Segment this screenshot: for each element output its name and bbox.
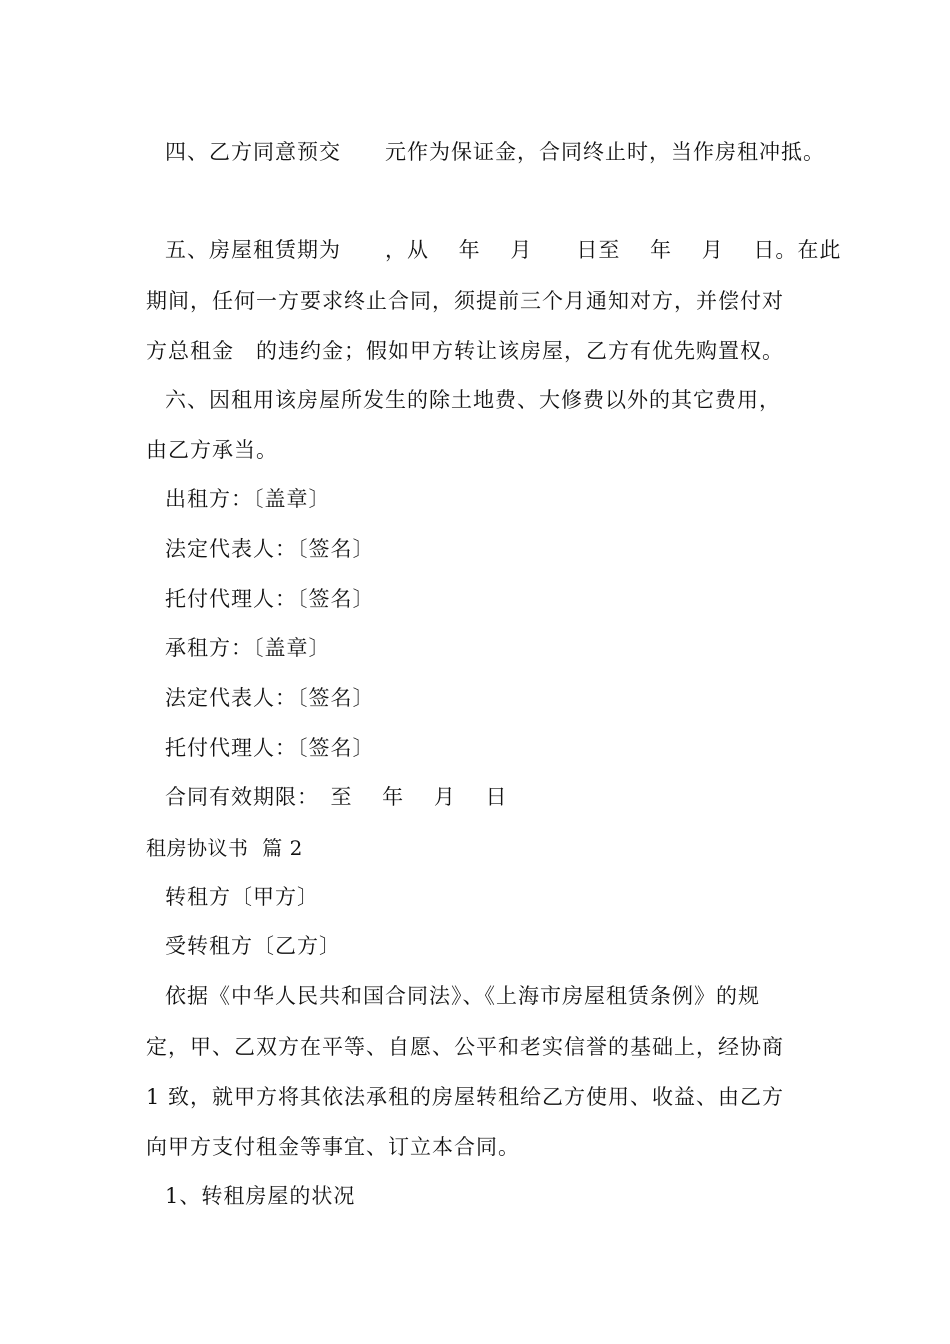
clause-5-line-3: 方总租金 的违约金；假如甲方转让该房屋，乙方有优先购置权。: [146, 339, 784, 363]
preamble-line-1: 依据《中华人民共和国合同法》、《上海市房屋租赁条例》的规: [165, 984, 760, 1008]
sublessee-label: 受转租方〔乙方〕: [165, 934, 341, 958]
lessor-seal-label: 出租方：〔盖章〕: [165, 487, 331, 511]
clause-6-line-1: 六、因租用该房屋所发生的除土地费、大修费以外的其它费用，: [165, 388, 781, 412]
lessee-seal-label: 承租方：〔盖章〕: [165, 636, 331, 660]
clause-6-line-2: 由乙方承当。: [146, 438, 278, 462]
clause-5-line-2: 期间，任何一方要求终止合同，须提前三个月通知对方，并偿付对: [146, 289, 784, 313]
preamble-line-2: 定，甲、乙双方在平等、自愿、公平和老实信誉的基础上，经协商: [146, 1035, 784, 1059]
clause-4-text: 四、乙方同意预交 元作为保证金，合同终止时，当作房租冲抵。: [165, 140, 825, 164]
sublessor-label: 转租方〔甲方〕: [165, 885, 319, 909]
clause-5-line-1: 五、房屋租赁期为 ，从 年 月 日至 年 月 日。在此: [165, 238, 842, 262]
lessor-legal-rep-label: 法定代表人：〔签名〕: [165, 537, 375, 561]
preamble-line-3: 1 致，就甲方将其依法承租的房屋转租给乙方使用、收益、由乙方: [146, 1085, 785, 1109]
lessee-legal-rep-label: 法定代表人：〔签名〕: [165, 686, 375, 710]
preamble-line-4: 向甲方支付租金等事宜、订立本合同。: [146, 1135, 520, 1159]
lessee-agent-label: 托付代理人：〔签名〕: [165, 736, 375, 760]
contract-validity-line: 合同有效期限： 至 年 月 日: [165, 785, 508, 809]
section-heading: 租房协议书 篇 2: [146, 836, 303, 860]
lessor-agent-label: 托付代理人：〔签名〕: [165, 587, 375, 611]
article-1-heading: 1、转租房屋的状况: [165, 1184, 356, 1208]
